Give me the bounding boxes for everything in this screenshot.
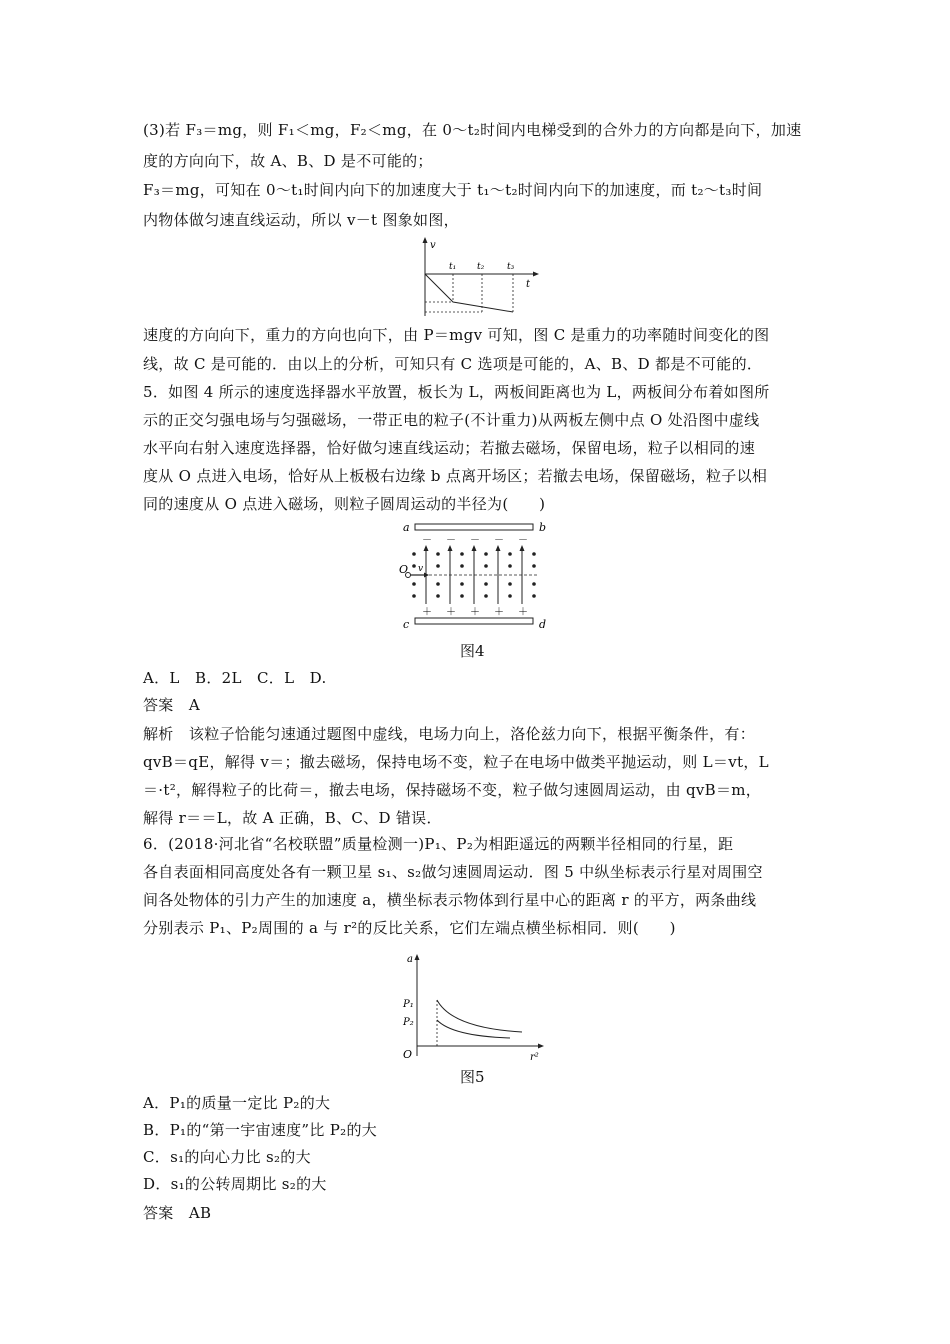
tick-t3: t₃ [507,262,515,272]
answer-line: 答案 A [143,696,201,714]
magnetic-field-dot [484,594,488,598]
a-axis-label: a [407,954,413,965]
magnetic-field-dot [532,594,536,598]
minus-sign: － [446,535,456,546]
t-axis-arrow-icon [533,272,539,277]
figure-4-velocity-selector [398,518,553,633]
label-a: a [403,521,410,534]
text-line: 水平向右射入速度选择器，恰好做匀速直线运动；若撤去磁场，保留电场，粒子以相同的速 [143,439,756,457]
label-d: d [539,618,547,631]
magnetic-field-dot [436,582,440,586]
label-c: c [403,618,410,631]
text-line: (3)若 F₃＝mg，则 F₁＜mg，F₂＜mg，在 0～t₂时间内电梯受到的合外力的方向都是向下，加速 [143,121,802,139]
text-line: 度的方向向下，故 A、B、D 是不可能的； [143,152,433,170]
magnetic-field-dot [484,552,488,556]
magnetic-field-dot [532,552,536,556]
magnetic-field-dot [460,582,464,586]
origin-label: O [403,1048,413,1061]
curve-p1 [437,1000,522,1032]
option-c: C．s₁的向心力比 s₂的大 [143,1148,311,1166]
label-b: b [539,521,547,534]
minus-sign: － [494,535,504,546]
magnetic-field-dot [412,552,416,556]
magnetic-field-dot [460,552,464,556]
magnetic-field-dot [508,594,512,598]
magnetic-field-dot [508,582,512,586]
tick-t1: t₁ [449,262,457,272]
text-line: qvB＝qE，解得 v＝；撤去磁场，保持电场不变，粒子在电场中做类平抛运动，则 L＝vt，L [143,753,769,771]
magnetic-field-dot [532,564,536,568]
a-axis-arrow-icon [415,954,420,960]
magnetic-field-dot [508,564,512,568]
text-line: 分别表示 P₁、P₂周围的 a 与 r²的反比关系，它们左端点横坐标相同．则( ) [143,919,676,937]
plus-sign: ＋ [446,607,456,618]
magnetic-field-dot [412,564,416,568]
text-line: 速度的方向向下，重力的方向也向下，由 P＝mgv 可知，图 C 是重力的功率随时间变化的图 [143,326,770,344]
figure-5-graph [400,950,550,1062]
text-line: 解得 r＝＝L，故 A 正确，B、C、D 错误． [143,809,442,827]
magnetic-field-dot [412,594,416,598]
curve-p2-label: P₂ [403,1017,414,1028]
upper-plate [415,524,533,530]
answer-line: 答案 AB [143,1204,212,1222]
magnetic-field-dot [436,564,440,568]
magnetic-field-dot [460,564,464,568]
text-line: 5．如图 4 所示的速度选择器水平放置，板长为 L，两板间距离也为 L，两板间分布着如图所 [143,383,770,401]
plus-sign: ＋ [494,607,504,618]
magnetic-field-dot [508,552,512,556]
r2-axis-label: r² [530,1052,539,1062]
r2-axis-arrow-icon [538,1044,544,1049]
figure-5-caption: 图5 [460,1068,485,1086]
option-b: B．P₁的“第一宇宙速度”比 P₂的大 [143,1121,378,1139]
field-lines [412,545,536,604]
plus-sign: ＋ [518,607,528,618]
text-line: 同的速度从 O 点进入磁场，则粒子圆周运动的半径为( ) [143,495,546,513]
minus-signs [422,535,528,546]
curve-p2 [437,1020,510,1038]
magnetic-field-dot [484,564,488,568]
magnetic-field-dot [532,582,536,586]
text-line: 示的正交匀强电场与匀强磁场，一带正电的粒子(不计重力)从两板左侧中点 O 处沿图中虚线 [143,411,760,429]
options-line: A．L B．2L C．L D. [143,669,327,687]
text-line: 解析 该粒子恰能匀速通过题图中虚线，电场力向上，洛伦兹力向下，根据平衡条件，有： [143,725,756,743]
figure-4-caption: 图4 [460,642,485,660]
magnetic-field-dot [484,582,488,586]
lower-plate [415,618,533,624]
text-line: 度从 O 点进入电场，恰好从上板极右边缘 b 点离开场区；若撤去电场，保留磁场，粒子以相 [143,467,768,485]
magnetic-field-dot [412,582,416,586]
t-axis-label: t [526,279,531,290]
text-line: 间各处物体的引力产生的加速度 a，横坐标表示物体到行星中心的距离 r 的平方，两条曲线 [143,891,757,909]
plus-signs [422,606,528,618]
option-d: D．s₁的公转周期比 s₂的大 [143,1175,327,1193]
text-line: 线，故 C 是可能的．由以上的分析，可知只有 C 选项是可能的，A、B、D 都是不可能的． [143,355,763,373]
minus-sign: － [518,535,528,546]
minus-sign: － [470,535,480,546]
plus-sign: ＋ [422,607,432,618]
option-a: A．P₁的质量一定比 P₂的大 [143,1094,331,1112]
velocity-curve [425,274,513,312]
magnetic-field-dot [460,594,464,598]
text-line: 各自表面相同高度处各有一颗卫星 s₁、s₂做匀速圆周运动．图 5 中纵坐标表示行星对周围空 [143,863,763,881]
text-line: ＝·t²，解得粒子的比荷＝，撤去电场，保持磁场不变，粒子做匀速圆周运动，由 qvB＝m， [143,781,762,799]
magnetic-field-dot [436,552,440,556]
label-v: v [418,564,424,574]
text-line: F₃＝mg，可知在 0～t₁时间内向下的加速度大于 t₁～t₂时间内向下的加速度，而 t₂～t₃时间 [143,181,763,199]
label-O: O [399,563,409,576]
text-line: 内物体做匀速直线运动，所以 v－t 图象如图， [143,211,459,229]
text-line: 6．(2018·河北省“名校联盟”质量检测一)P₁、P₂为相距遥远的两颗半径相同的行星，距 [143,835,734,853]
vt-graph [408,236,543,318]
v-axis-label: v [430,240,436,251]
v-axis-arrow-icon [423,237,428,243]
plus-sign: ＋ [470,607,480,618]
curve-p1-label: P₁ [403,999,414,1010]
tick-t2: t₂ [477,262,485,272]
minus-sign: － [422,535,432,546]
magnetic-field-dot [436,594,440,598]
